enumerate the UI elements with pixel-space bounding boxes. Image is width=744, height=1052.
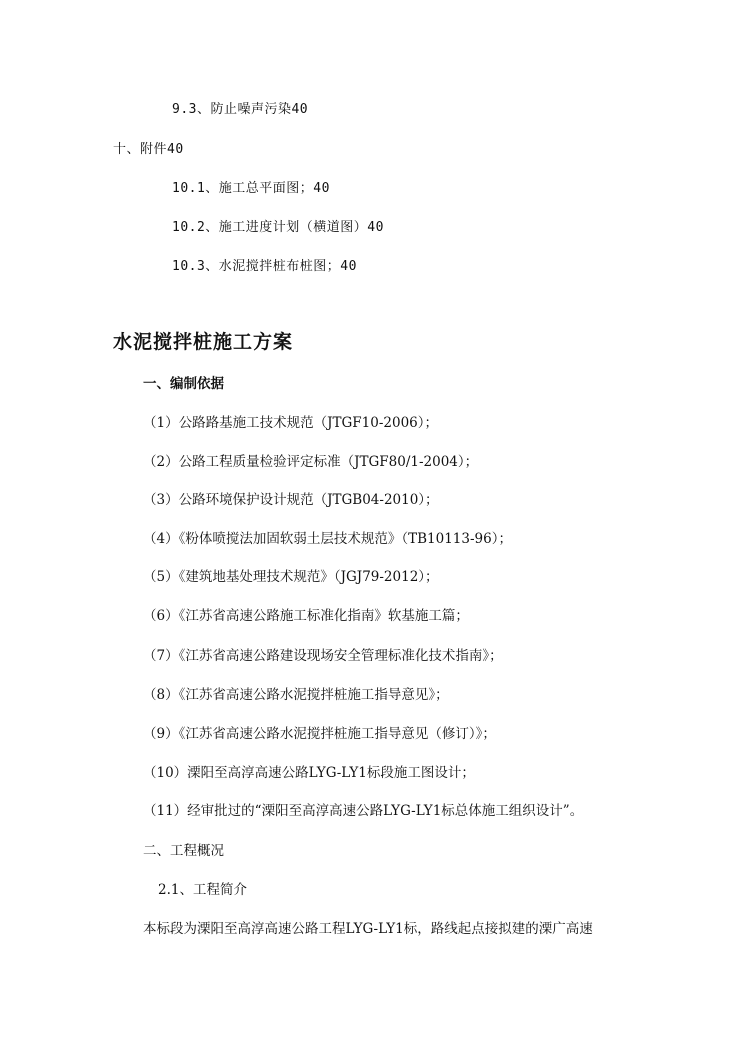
reference-item: （5）《建筑地基处理技术规范》（JGJ79-2012）； bbox=[143, 569, 439, 585]
reference-item: （8）《江苏省高速公路水泥搅拌桩施工指导意见》； bbox=[143, 687, 449, 703]
reference-item: （1）公路路基施工技术规范（JTGF10-2006）； bbox=[143, 415, 439, 431]
toc-item-10-1: 10.1、施工总平面图；40 bbox=[172, 181, 330, 196]
reference-item: （6）《江苏省高速公路施工标准化指南》软基施工篇； bbox=[143, 608, 469, 624]
section-1-heading: 一、编制依据 bbox=[143, 376, 224, 392]
section-2-heading: 二、工程概况 bbox=[143, 843, 224, 859]
document-title: 水泥搅拌桩施工方案 bbox=[113, 331, 294, 353]
toc-chapter-10: 十、附件40 bbox=[113, 142, 184, 157]
reference-item: （2）公路工程质量检验评定标准（JTGF80/1-2004）； bbox=[143, 454, 479, 470]
toc-item-10-2: 10.2、施工进度计划（横道图）40 bbox=[172, 220, 384, 235]
toc-item-9-3: 9.3、防止噪声污染40 bbox=[172, 102, 309, 117]
body-paragraph: 本标段为溧阳至高淳高速公路工程LYG-LY1标，路线起点接拟建的溧广高速 bbox=[143, 921, 593, 937]
reference-item: （7）《江苏省高速公路建设现场安全管理标准化技术指南》； bbox=[143, 648, 503, 664]
section-2-1-heading: 2.1、工程简介 bbox=[158, 882, 247, 898]
reference-item: （11）经审批过的“溧阳至高淳高速公路LYG-LY1标总体施工组织设计”。 bbox=[143, 803, 584, 819]
toc-item-10-3: 10.3、水泥搅拌桩布桩图；40 bbox=[172, 259, 357, 274]
reference-item: （3）公路环境保护设计规范（JTGB04-2010）； bbox=[143, 492, 439, 508]
reference-item: （4）《粉体喷搅法加固软弱土层技术规范》（TB10113-96）； bbox=[143, 531, 512, 547]
reference-item: （10）溧阳至高淳高速公路LYG-LY1标段施工图设计； bbox=[143, 765, 475, 781]
reference-item: （9）《江苏省高速公路水泥搅拌桩施工指导意见（修订）》； bbox=[143, 726, 496, 742]
